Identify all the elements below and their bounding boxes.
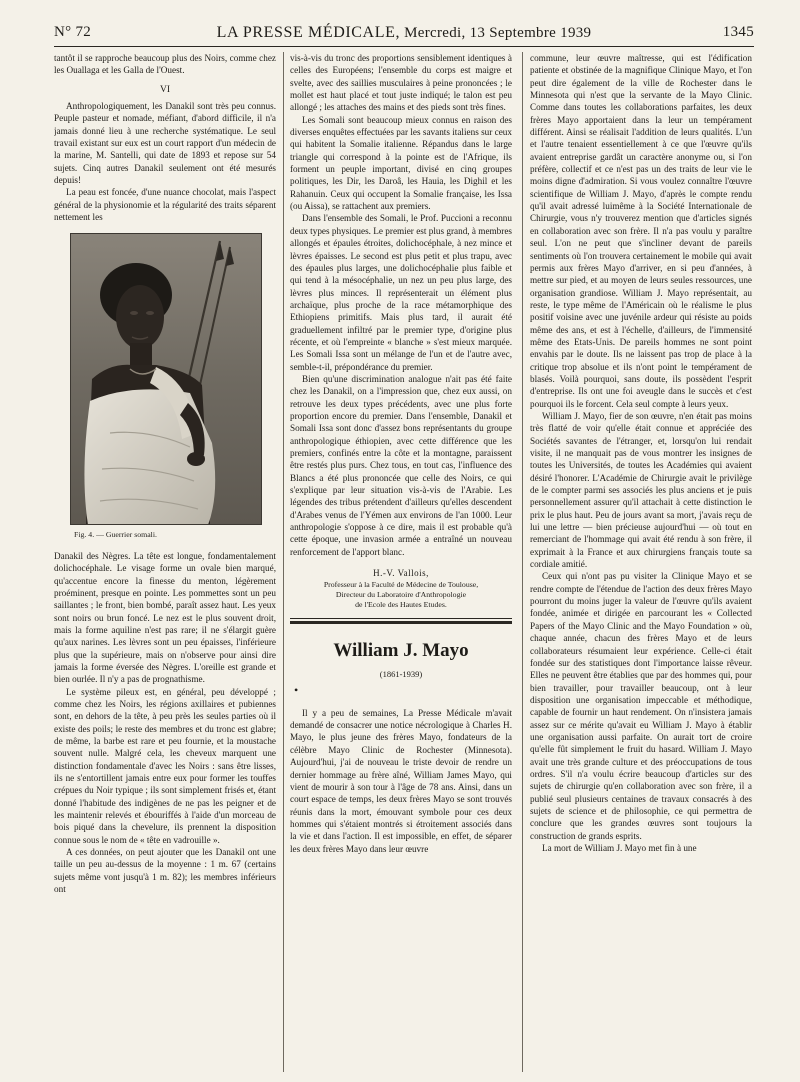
issue-number: N° 72 [54, 24, 92, 40]
paragraph: Il y a peu de semaines, La Presse Médicale m'avait demandé de consacrer une notice nécrologique à Charles H. Mayo, le plus jeune des frères Mayo, fondateurs de la célèbre Mayo Clinic de Rochester (Minnesota). Aujourd'hui, j'ai de nouveau le triste devoir de rendre un dernier hommage au frère aîné, William James Mayo, qui vient de mourir à son tour à l'âge de 78 ans. Ainsi, dans un court espace de temps, les deux frères Mayo se sont trouvés réunis dans la mort, émouvant symbole pour ces deux hommes qui s'étaient montrés si étroitement associés dans la vie et dans l'action. Il est impossible, en effet, de séparer les deux frères Mayo dans leur œuvre [290, 707, 512, 854]
figure-caption: Fig. 4. — Guerrier somali. [74, 530, 157, 540]
paragraph: Anthropologiquement, les Danakil sont très peu connus. Peuple pasteur et nomade, méfiant, d'abord difficile, il n'a jamais donné lieu à une recherche systématique. Le seul travail existant sur eux est un court rapport d'un médecin de la marine, M. Santelli, qui date de 1893 et repose sur 54 sujets. Cinq autres Danakil seulement ont été mesurés depuis! [54, 101, 276, 186]
paragraph: Bien qu'une discrimination analogue n'ait pas été faite chez les Danakil, on a l'impression que, chez eux aussi, on retrouve les deux types précédents, avec une plus forte proportion encore du premier. Dans l'ensemble, Danakil et Somali Issa sont donc d'assez bons représentants du groupe anthropologique éthiopien, avec cette différence que les premiers, confinés entre la côte et la montagne, paraissent être restés plus purs. Chez tous, en tout cas, l'influence des Blancs a été plus prononcée que celle des Noirs, ce qui s'explique par leur situation vis-à-vis de l'Arabie. Les légendes des tribus prétendent d'ailleurs qu'elles descendent d'Arabes venus de l'Yémen aux environs de l'an 1000. Leur anthropologie s'oppose à ce dire, mais il est probable qu'à cette époque, une invasion armée a entraîné un nouveau renforcement de l'apport blanc. [290, 373, 512, 557]
author-title: Directeur du Laboratoire d'Anthropologie [335, 590, 467, 600]
page-header [54, 24, 754, 44]
author-title: Professeur à la Faculté de Médecine de Toulouse, [323, 580, 479, 590]
column-divider [522, 52, 523, 1072]
issue-date: Mercredi, 13 Septembre 1939 [404, 25, 592, 41]
section-number: VI [159, 84, 171, 95]
paragraph: A ces données, on peut ajouter que les Danakil ont une taille un peu au-dessus de la moyenne : 1 m. 67 (certains sujets même vont jusqu'à 1 m. 82); les membres inférieurs ont [54, 847, 276, 895]
paragraph: Danakil des Nègres. La tête est longue, fondamentalement dolichocéphale. Le visage forme un ovale bien marqué, qu'accentue encore la finesse du menton, légèrement proéminent, presque en pointe. Les pommettes sont un peu saillantes ; le front, bien bombé, paraît assez haut. Les yeux sont noirs ou brun foncé. Le nez est le plus souvent droit, mais la forme aquiline n'est pas rare; il ne s'élargit guère qu'aux narines. Les lèvres sont un peu épaisses, l'inférieure plus que la supérieure, mais on n'observe pour ainsi dire jamais la forme éversée des Nègres. L'oreille est grande et bien ourlée. Il n'y a pas de prognathisme. [54, 550, 276, 685]
author-title: de l'Ecole des Hautes Etudes. [355, 600, 447, 610]
column-left [54, 52, 276, 1076]
header-rule [54, 46, 754, 47]
article-divider [290, 618, 512, 619]
paragraph: commune, leur œuvre maîtresse, qui est l'édification patiente et obstinée de la magnifique Clinique Mayo, et l'on peut dire également de la ville de Rochester dans le Minnesota qui n'est que la servante de la Mayo Clinic. Comme dans toutes les collaborations parfaites, les deux frères Mayo apportaient dans la leur un tempérament différent. Ainsi se réalisait l'addition de leurs qualités. L'un et l'autre tenaient essentiellement à ce que l'œuvre qu'ils avaient entreprise gardât un caractère anonyme ou, si l'on préfère, collectif et ce n'est pas un des traits de leur vie le moins digne d'admiration. Si vous voulez connaître l'œuvre scientifique de William J. Mayo, d'après le compte rendu qu'il avait adressé luimême à la Société Internationale de Chirurgie, vous n'y trouverez mention que d'articles signés en collaboration avec son frère. Il n'a pas voulu y paraître seul. L'on ne peut que s'incliner devant de pareils sentiments où l'on trouvera certainement le mobile qui avait permis aux frères Mayo d'arriver, en si peu d'années, à mettre sur pied, et au moyen de leurs seules ressources, une organisation grandiose. William J. Mayo représentait, au reste, le type même de l'Américain où le réalisme le plus positif voisine avec une juvénile ardeur qui résiste au poids même des ans, et est à l'échelle, d'ailleurs, de l'immensité même des Etats-Unis. De pareils hommes ne sont point envahis par le doute. Ils ne laissent pas trop de place à la critique trop absolue et ils n'ont point le tempérament de blasés. Voilà pourquoi, sans doute, ils possèdent l'esprit d'entreprise. Ils ont une foi aveugle dans le succès et c'est pourquoi ils le forcent. Cela seul compte à leurs yeux. [530, 53, 752, 409]
paragraph: Le système pileux est, en général, peu développé ; comme chez les Noirs, les régions axillaires et pubiennes sont, en dehors de la tête, à peu près les seules parties où il existe des poils; le reste des membres et du tronc est glabre; de même, la barbe est rare et peu fournie, et la moustache souvent nulle. Malgré cela, les cheveux marquent une distinction fondamentale d'avec les Noirs : sans être lisses, ils ne s'entortillent jamais entre eux pour former les touffes crépues du Noir typique ; ils sont simplement frisés et, étant donné l'habitude des indigènes de ne pas les peigner et de les maintenir relevés et ébouriffés à l'aide d'un morceau de bois piqué dans la chevelure, ils prennent la disposition connue sous le nom de « tête en vadrouille ». [54, 686, 276, 845]
article-divider [290, 621, 512, 624]
header-title [54, 24, 754, 42]
paragraph: La mort de William J. Mayo met fin à une [542, 843, 697, 853]
author-signature: H.-V. Vallois, [373, 568, 429, 579]
paragraph: tantôt il se rapproche beaucoup plus des Noirs, comme chez les Ouallaga et les Galla de l'Ouest. [54, 53, 276, 76]
paragraph: La peau est foncée, d'une nuance chocolat, mais l'aspect général de la physionomie et la régularité des traits séparent nettement les [54, 187, 276, 223]
paragraph: Dans l'ensemble des Somali, le Prof. Puccioni a reconnu deux types physiques. Le premier est plus grand, à membres allongés et épaules étroites, dolichocéphale, à nez mince et lèvres épaisses. Le second est plus petit et plus trapu, avec des épaules plus larges, une dolichocéphalie plus faible et qui tend à la mésocéphalie, un nez un peu plus large, des lèvres plus minces. Il représenterait un élément plus archaïque, plus proche de la race métamorphique des Ethiopiens primitifs. Mais plus tard, il aurait été graduellement infiltré par le premier type, d'origine plus récente, et où l'empreinte « blanche » s'est mieux marquée. Les Somali Issa sont un mélange de l'un et de l'autre avec, semble-t-il, prépondérance du premier. [290, 213, 512, 372]
column-divider [283, 52, 284, 1072]
article-title: William J. Mayo [333, 640, 469, 662]
article-dates: (1861-1939) [379, 669, 423, 680]
paragraph: vis-à-vis du tronc des proportions sensiblement identiques à celles des Européens; l'ensemble du corps est maigre et svelte, avec des saillies musculaires à peine prononcées ; le mollet est haut placé et tout juste indiqué; le talon est peu allongé ; les attaches des mains et des pieds sont très fines. [290, 53, 512, 113]
column-middle [290, 52, 512, 1076]
paragraph: Ceux qui n'ont pas pu visiter la Clinique Mayo et se rendre compte de l'étendue de l'action des deux frères Mayo pourront du moins juger la valeur de l'œuvre qu'ils avaient fondée, animée et dirigée en parcourant les « Collected Papers of the Mayo Clinic and the Mayo Foundation » où, chaque année, chacun des frères Mayo et de leurs collaborateurs résumaient leur expérience. Celle-ci était fondée sur des statistiques dont l'importance laisse rêveur. Elles ne peuvent être établies que par des hommes qui, pour bien travailler, pour travailler beaucoup, ont à leur disposition une organisation impeccable et méthodique, capable de fournir un haut rendement. On n'insistera jamais assez sur ce mérite qu'avait eu William J. Mayo à établir une organisation aussi parfaite. On aurait tort de croire qu'elle fût simplement le fruit du hasard. William J. Mayo avait une très grande culture et des préoccupations de tous ordres. S'il n'a voulu écrire beaucoup d'articles sur des sujets de chirurgie qu'en collaboration avec son frère, il a publié seul plusieurs centaines de travaux consacrés à des sujets de science et de philosophie, ce qui permettra de conclure que les grandes œuvres sont toujours la construction de grands esprits. [530, 571, 752, 841]
journal-name: LA PRESSE MÉDICALE, [216, 24, 401, 41]
page-number: 1345 [722, 24, 754, 40]
photo-somali-warrior [70, 233, 262, 525]
paragraph: William J. Mayo, fier de son œuvre, n'en était pas moins très flatté de voir qu'elle était connue et appréciée des Sociétés savantes de l'étranger, et, lorsqu'on lui rendait visite, il ne manquait pas de vous montrer les insignes de toutes les Universités, de toutes les Académies qui avaient désiré l'honorer. L'Académie de Chirurgie avait le privilège de le compter parmi ses associés les plus anciens et je puis personnellement assurer qu'il attachait à cette distinction le prix le plus haut. Peu de jours avant sa mort, j'avais reçu de lui une lettre — bien précieuse aujourd'hui — où tout en remerciant de l'hommage qui avait été rendu à son frère, il exprimait à la France et aux chirurgiens français toute sa cordiale amitié. [530, 410, 752, 570]
ornament-mark: • [294, 682, 299, 697]
figure [70, 233, 262, 541]
paragraph: Les Somali sont beaucoup mieux connus en raison des diverses enquêtes effectuées par les savants italiens sur ceux qui habitent la Somalie italienne. Répandus dans le large triangle qui correspond à la pointe est de l'Afrique, ils forment un peuple important, divisé en cinq groupes politiques, les Dir, les Daroâ, les Hauia, les Dighil et les Rahanuin. Ceux qui occupent la Somalie française, les Issa (ou Aissa), se rattachent aux premiers. [290, 114, 512, 212]
column-right [530, 52, 752, 1076]
